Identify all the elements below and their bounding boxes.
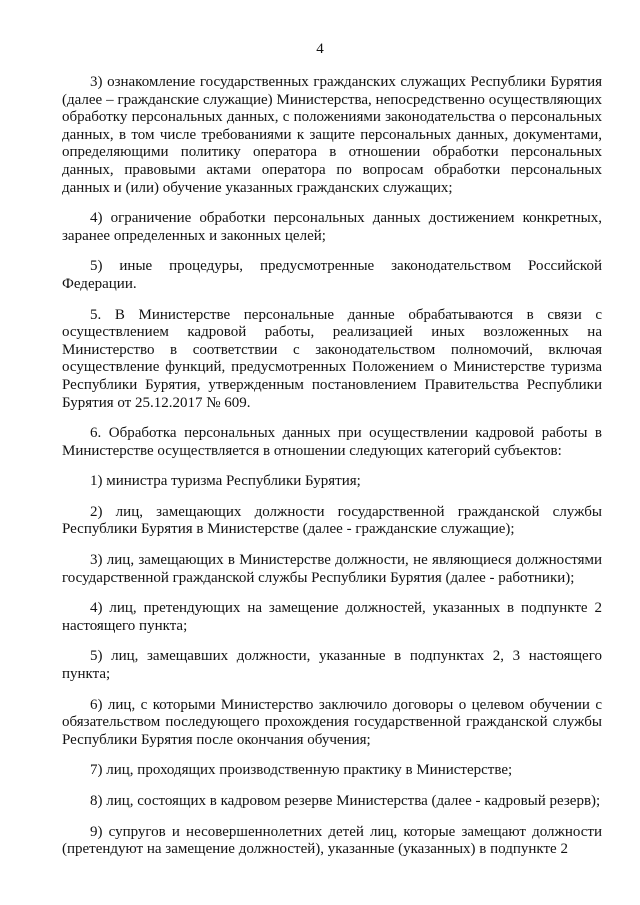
paragraph-item-5-other-procedures: 5) иные процедуры, предусмотренные законодательством Российской Федерации.: [62, 258, 602, 292]
paragraph-section-5: 5. В Министерстве персональные данные обрабатываются в связи с осуществлением кадровой работы, реализацией иных возложенных на Министерство в соответствии с законодательством полномочий, включая осуществление функций, предусмотренных Положением о Министерстве туризма Республики Бурятия, утвержденным постановлением Правительства Республики Бурятия от 25.12.2017 № 609.: [62, 306, 602, 411]
paragraph-section-6: 6. Обработка персональных данных при осуществлении кадровой работы в Министерстве осуществляется в отношении следующих категорий субъектов:: [62, 425, 602, 459]
page-number: 4: [316, 41, 324, 57]
list-item-9-spouses-children: 9) супругов и несовершеннолетних детей лиц, которые замещают должности (претендуют на замещение должностей), указанные (указанных) в подпункте 2: [62, 823, 602, 858]
list-item-4-applicants: 4) лиц, претендующих на замещение должностей, указанных в подпункте 2 настоящего пункта;: [62, 600, 602, 634]
paragraph-item-3-familiarization: 3) ознакомление государственных гражданских служащих Республики Бурятия (далее – гражданские служащие) Министерства, непосредственно осуществляющих обработку персональных данных, с положениями законодательства о персональных данных, в том числе требованиями к защите персональных данных, документами, определяющими политику оператора в отношении обработки персональных данных, правовыми актами оператора по вопросам обработки персональных данных и (или) обучение указанных гражданских служащих;: [62, 74, 602, 196]
list-item-6-targeted-training: 6) лиц, с которыми Министерство заключило договоры о целевом обучении с обязательством последующего прохождения государственной гражданской службы Республики Бурятия после окончания обучения;: [62, 696, 602, 748]
document-body: [62, 74, 602, 859]
list-item-1-minister: 1) министра туризма Республики Бурятия;: [90, 473, 361, 490]
list-item-5-former-holders: 5) лиц, замещавших должности, указанные в подпунктах 2, 3 настоящего пункта;: [62, 648, 602, 683]
list-item-3-employees: 3) лиц, замещающих в Министерстве должности, не являющиеся должностями государственной гражданской службы Республики Бурятия (далее - работники);: [62, 552, 602, 586]
list-item-2-civil-servants: 2) лиц, замещающих должности государственной гражданской службы Республики Бурятия в Министерстве (далее - гражданские служащие);: [62, 503, 602, 538]
list-item-8-personnel-reserve: 8) лиц, состоящих в кадровом резерве Министерства (далее - кадровый резерв);: [90, 793, 601, 809]
list-item-7-internship: 7) лиц, проходящих производственную практику в Министерстве;: [90, 762, 513, 779]
paragraph-item-4-limitation: 4) ограничение обработки персональных данных достижением конкретных, заранее определенных и законных целей;: [62, 210, 602, 244]
